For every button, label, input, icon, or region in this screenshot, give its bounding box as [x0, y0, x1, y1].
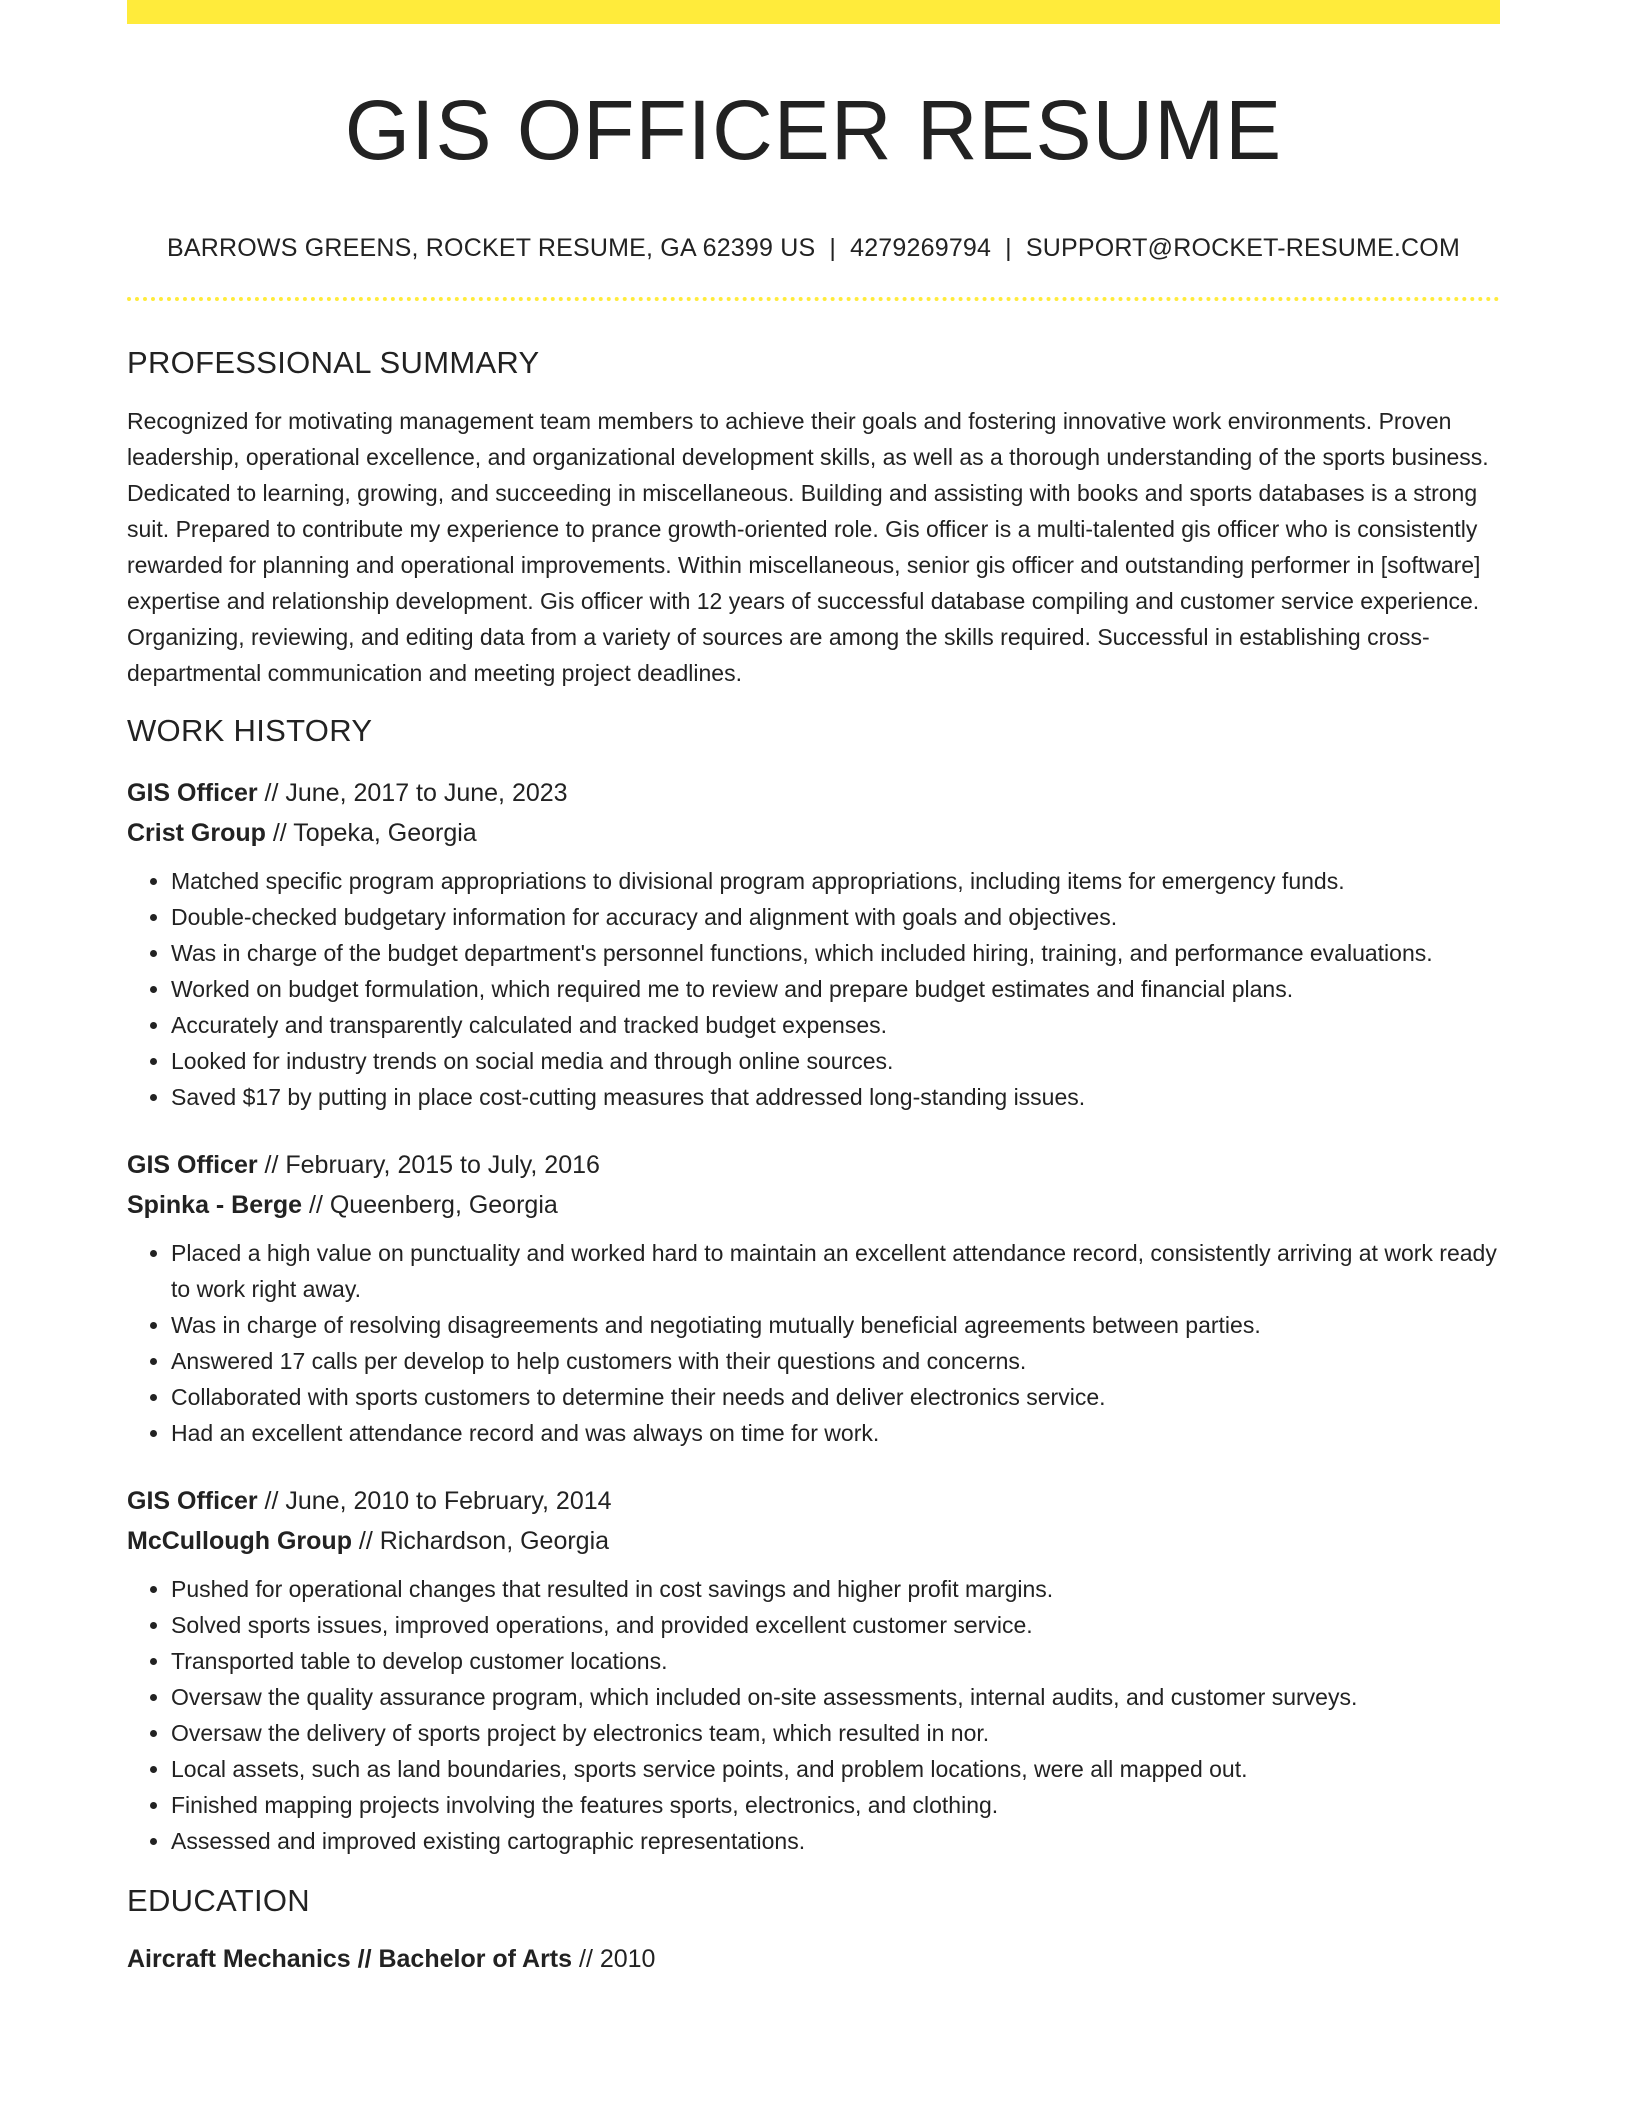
job-bullets	[127, 1571, 1500, 1859]
job-entry	[127, 773, 1500, 1115]
accent-top-bar	[127, 0, 1500, 24]
job-company-line	[127, 1521, 1500, 1561]
list-item: • Collaborated with sports customers to determine their needs and deliver electronics service.	[171, 1379, 1500, 1415]
contact-phone: 4279269794	[850, 234, 992, 263]
job-title: GIS Officer	[127, 1487, 258, 1516]
list-item: • Looked for industry trends on social media and through online sources.	[171, 1043, 1500, 1079]
list-item: • Answered 17 calls per develop to help customers with their questions and concerns.	[171, 1343, 1500, 1379]
job-dates: // February, 2015 to July, 2016	[257, 1151, 600, 1180]
job-company-line	[127, 813, 1500, 853]
list-item: • Pushed for operational changes that resulted in cost savings and higher profit margins.	[171, 1571, 1500, 1607]
contact-address: BARROWS GREENS, ROCKET RESUME, GA 62399 US	[167, 234, 816, 263]
contact-separator: |	[1005, 234, 1012, 263]
job-title-line	[127, 773, 1500, 813]
page-title: GIS OFFICER RESUME	[344, 83, 1283, 177]
job-location: // Richardson, Georgia	[351, 1527, 610, 1556]
summary-heading: PROFESSIONAL SUMMARY	[127, 345, 540, 381]
job-title: GIS Officer	[127, 779, 258, 808]
contact-line	[127, 234, 1500, 263]
contact-separator: |	[829, 234, 837, 263]
job-title-line	[127, 1145, 1500, 1185]
job-location: // Topeka, Georgia	[265, 819, 477, 848]
education-year: // 2010	[572, 1945, 656, 1974]
list-item: • Local assets, such as land boundaries, sports service points, and problem locations, were all mapped out.	[171, 1751, 1500, 1787]
dotted-divider	[127, 297, 1500, 301]
list-item: • Was in charge of the budget department's personnel functions, which included hiring, training, and performance evaluations.	[171, 935, 1500, 971]
job-dates: // June, 2010 to February, 2014	[257, 1487, 612, 1516]
job-company: Spinka - Berge	[127, 1191, 303, 1220]
job-company: McCullough Group	[127, 1527, 352, 1556]
job-title: GIS Officer	[127, 1151, 258, 1180]
list-item: • Placed a high value on punctuality and worked hard to maintain an excellent attendance record, consistently arriving at work ready to work right away.	[171, 1235, 1500, 1307]
job-entry	[127, 1145, 1500, 1451]
education-degree: Aircraft Mechanics // Bachelor of Arts	[127, 1945, 573, 1974]
list-item: • Oversaw the quality assurance program, which included on-site assessments, internal audits, and customer surveys.	[171, 1679, 1500, 1715]
list-item: • Saved $17 by putting in place cost-cutting measures that addressed long-standing issues.	[171, 1079, 1500, 1115]
job-bullets	[127, 1235, 1500, 1451]
contact-email: SUPPORT@ROCKET-RESUME.COM	[1025, 234, 1460, 263]
list-item: • Double-checked budgetary information for accuracy and alignment with goals and objectives.	[171, 899, 1500, 935]
list-item: • Was in charge of resolving disagreements and negotiating mutually beneficial agreements between parties.	[171, 1307, 1500, 1343]
job-title-line	[127, 1481, 1500, 1521]
list-item: • Had an excellent attendance record and was always on time for work.	[171, 1415, 1500, 1451]
education-heading: EDUCATION	[127, 1883, 310, 1919]
job-dates: // June, 2017 to June, 2023	[257, 779, 568, 808]
job-company: Crist Group	[127, 819, 266, 848]
list-item: • Accurately and transparently calculated and tracked budget expenses.	[171, 1007, 1500, 1043]
list-item: • Matched specific program appropriations to divisional program appropriations, including items for emergency funds.	[171, 863, 1500, 899]
summary-text: Recognized for motivating management team members to achieve their goals and fostering innovative work environments. Proven leadership, operational excellence, and organizational development skills, as well as a thorough understanding of the sports business. Dedicated to learning, growing, and succeeding in miscellaneous. Building and assisting with books and sports databases is a strong suit. Prepared to contribute my experience to prance growth-oriented role. Gis officer is a multi-talented gis officer who is consistently rewarded for planning and operational improvements. Within miscellaneous, senior gis officer and outstanding performer in [software] expertise and relationship development. Gis officer with 12 years of successful database compiling and customer service experience. Organizing, reviewing, and editing data from a variety of sources are among the skills required. Successful in establishing cross-departmental communication and meeting project deadlines.	[127, 408, 1489, 687]
list-item: • Finished mapping projects involving the features sports, electronics, and clothing.	[171, 1787, 1500, 1823]
list-item: • Assessed and improved existing cartographic representations.	[171, 1823, 1500, 1859]
list-item: • Transported table to develop customer locations.	[171, 1643, 1500, 1679]
job-company-line	[127, 1185, 1500, 1225]
job-entry	[127, 1481, 1500, 1859]
job-location: // Queenberg, Georgia	[302, 1191, 558, 1220]
education-entry	[127, 1939, 1500, 1979]
job-bullets	[127, 863, 1500, 1115]
list-item: • Solved sports issues, improved operations, and provided excellent customer service.	[171, 1607, 1500, 1643]
list-item: • Oversaw the delivery of sports project by electronics team, which resulted in nor.	[171, 1715, 1500, 1751]
work-history-heading: WORK HISTORY	[127, 713, 373, 749]
resume-page	[127, 0, 1500, 1979]
list-item: • Worked on budget formulation, which required me to review and prepare budget estimates and financial plans.	[171, 971, 1500, 1007]
